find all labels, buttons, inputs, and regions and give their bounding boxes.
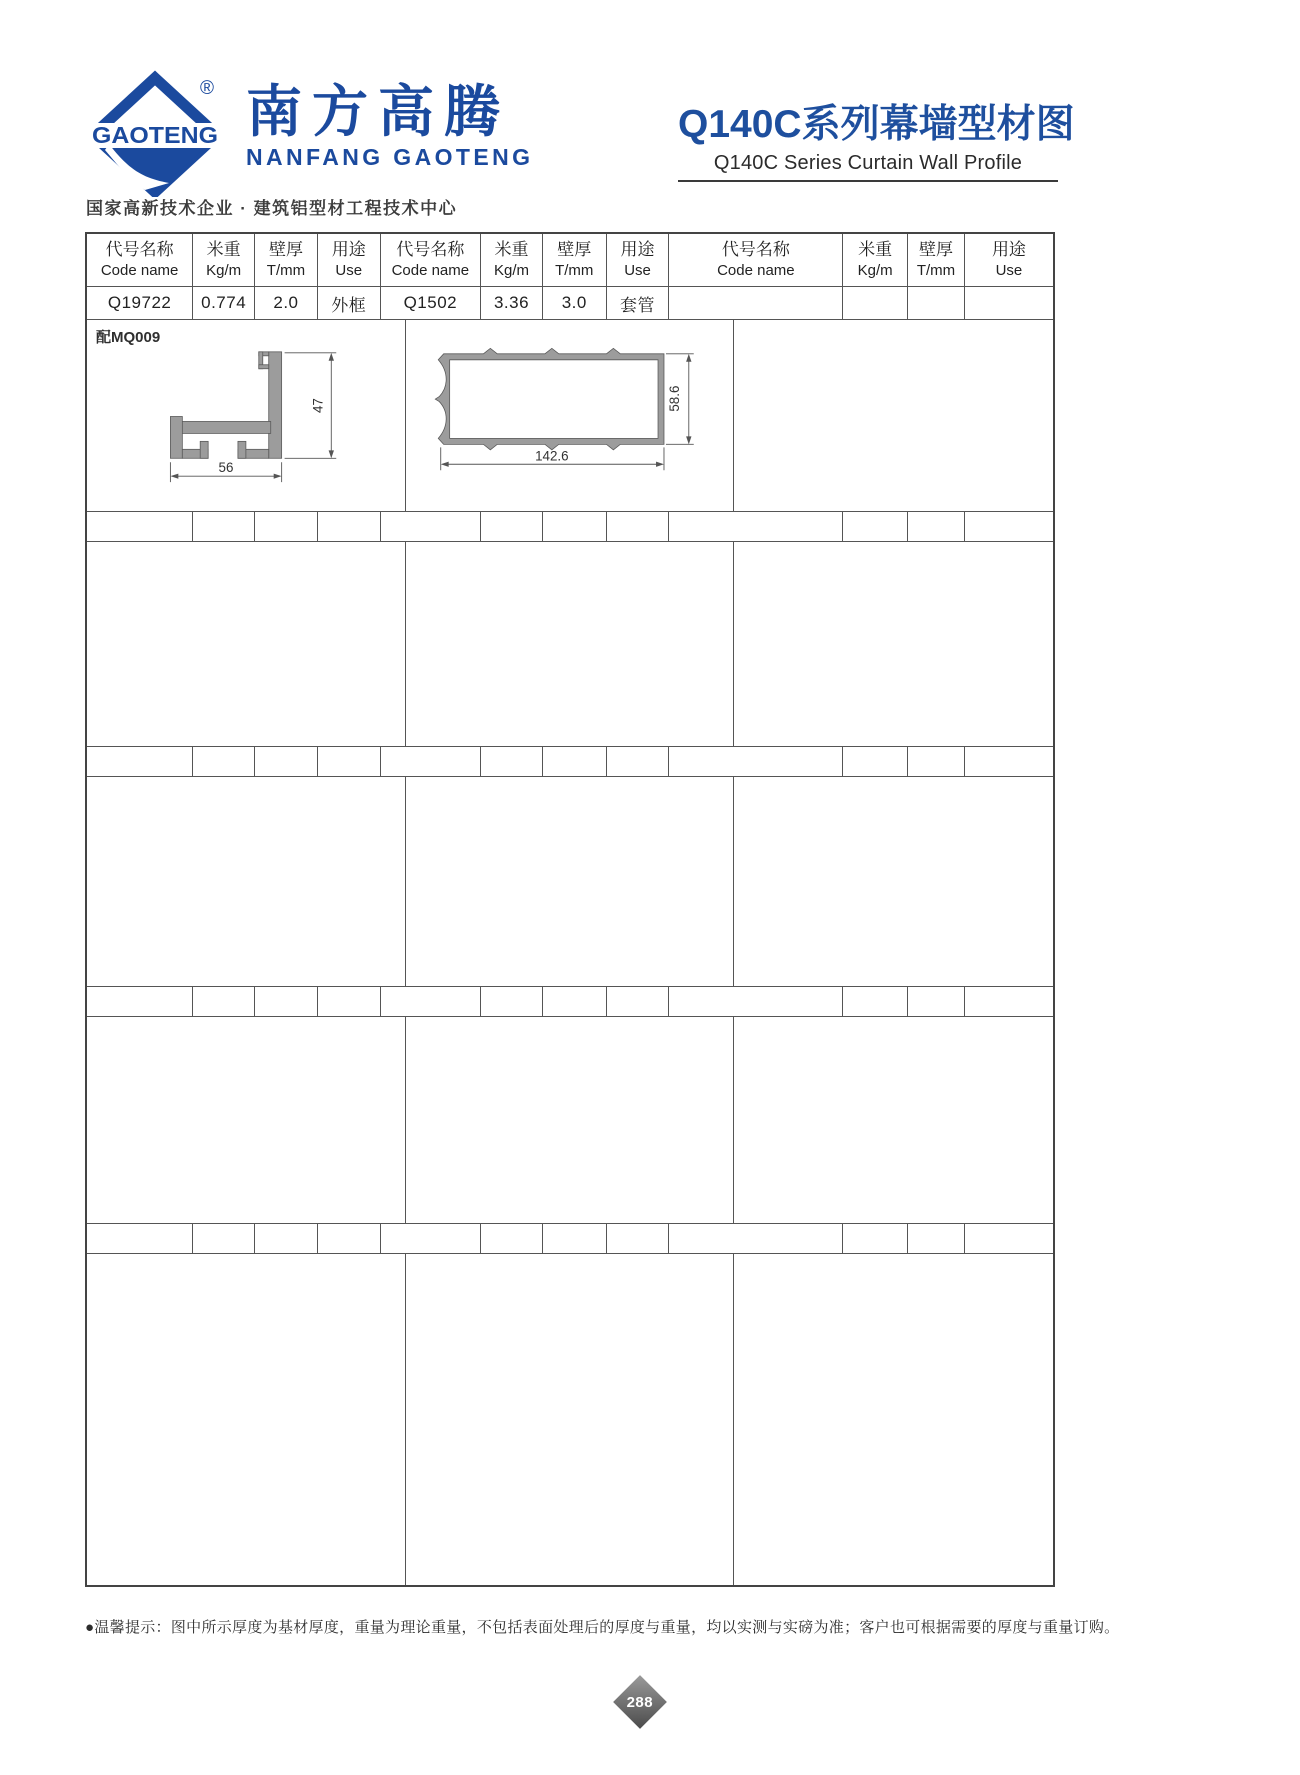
empty-cell (406, 777, 734, 987)
header-cell: 用途 Use (318, 234, 381, 287)
header-cell: 用途 Use (965, 234, 1053, 287)
empty-cell (318, 987, 381, 1017)
empty-cell (193, 512, 255, 542)
data-cell-thickness: 2.0 (255, 287, 318, 320)
data-cell-code: Q1502 (381, 287, 481, 320)
table-header-row (87, 234, 1053, 287)
page-number: 288 (626, 1693, 654, 1711)
logo-wordmark: GAOTENG (92, 122, 218, 148)
empty-cell (965, 512, 1053, 542)
empty-cell (193, 987, 255, 1017)
empty-cell (318, 512, 381, 542)
empty-drawing-row (87, 1017, 1053, 1224)
empty-cell (734, 777, 1053, 987)
empty-cell (734, 1254, 1053, 1585)
empty-cell (87, 1224, 193, 1254)
page-subtitle: Q140C Series Curtain Wall Profile (713, 151, 1023, 174)
empty-cell (607, 747, 670, 777)
empty-cell (406, 1017, 734, 1224)
header-cell: 米重 Kg/m (481, 234, 543, 287)
empty-cell (965, 1224, 1053, 1254)
table-row (87, 287, 1053, 320)
empty-cell (87, 1254, 406, 1585)
empty-cell (255, 987, 318, 1017)
fit-note: 配MQ009 (96, 329, 161, 346)
empty-cell (481, 747, 543, 777)
header-cell: 壁厚 T/mm (908, 234, 965, 287)
empty-cell (843, 512, 908, 542)
data-cell-kgm (843, 287, 908, 320)
dim-height-label: 58.6 (666, 385, 682, 412)
empty-cell (843, 747, 908, 777)
empty-cell (543, 1224, 607, 1254)
dim-width-label: 142.6 (534, 448, 569, 464)
empty-cell (669, 747, 843, 777)
empty-drawing-row (87, 542, 1053, 747)
header-cell: 代号名称 Code name (669, 234, 843, 287)
data-cell-code: Q19722 (87, 287, 193, 320)
data-cell-kgm: 0.774 (193, 287, 255, 320)
empty-cell (543, 987, 607, 1017)
empty-data-row (87, 747, 1053, 777)
empty-drawing-row (87, 777, 1053, 987)
drawing-cell-q1502 (406, 320, 734, 512)
company-name-en: NANFANG GAOTENG (246, 144, 534, 170)
empty-cell (255, 512, 318, 542)
profile-drawing-q1502 (406, 320, 733, 511)
empty-cell (965, 987, 1053, 1017)
empty-cell (669, 512, 843, 542)
empty-cell (607, 987, 670, 1017)
empty-cell (908, 1224, 965, 1254)
data-cell-use: 套管 (607, 287, 670, 320)
footer-tip: ●温馨提示：图中所示厚度为基材厚度，重量为理论重量，不包括表面处理后的厚度与重量，均以实测与实磅为准；客户也可根据需要的厚度与重量订购。 (85, 1619, 1120, 1636)
empty-cell (381, 1224, 481, 1254)
empty-cell (255, 747, 318, 777)
empty-cell (87, 1017, 406, 1224)
header-cell: 壁厚 T/mm (255, 234, 318, 287)
empty-cell (318, 747, 381, 777)
empty-cell (87, 542, 406, 747)
page-header (0, 0, 1300, 232)
empty-cell (481, 1224, 543, 1254)
empty-data-row (87, 1224, 1053, 1254)
empty-cell (908, 512, 965, 542)
empty-cell (255, 1224, 318, 1254)
data-cell-use (965, 287, 1053, 320)
data-cell-kgm: 3.36 (481, 287, 543, 320)
company-tagline: 国家高新技术企业 · 建筑铝型材工程技术中心 (86, 199, 458, 218)
header-cell: 米重 Kg/m (843, 234, 908, 287)
empty-cell (669, 1224, 843, 1254)
header-cell: 米重 Kg/m (193, 234, 255, 287)
empty-cell (965, 747, 1053, 777)
empty-cell (607, 512, 670, 542)
drawing-cell-q19722 (87, 320, 406, 512)
profile-drawing-q19722 (87, 320, 405, 511)
header-cell: 用途 Use (607, 234, 670, 287)
dim-width-label: 56 (218, 460, 234, 476)
header-cell: 壁厚 T/mm (543, 234, 607, 287)
data-cell-thickness (908, 287, 965, 320)
empty-cell (843, 987, 908, 1017)
empty-cell (669, 987, 843, 1017)
drawing-row (87, 320, 1053, 512)
empty-cell (381, 987, 481, 1017)
page-number-badge (613, 1675, 667, 1729)
empty-cell (543, 747, 607, 777)
empty-cell (318, 1224, 381, 1254)
data-cell-use: 外框 (318, 287, 381, 320)
page-title: Q140C系列幕墙型材图 (678, 103, 1075, 146)
empty-cell (908, 987, 965, 1017)
empty-drawing-row (87, 1254, 1053, 1585)
registered-mark: ® (200, 78, 214, 99)
data-cell-code (669, 287, 843, 320)
empty-cell (607, 1224, 670, 1254)
header-cell: 代号名称 Code name (87, 234, 193, 287)
empty-data-row (87, 512, 1053, 542)
drawing-cell-empty (734, 320, 1053, 512)
gaoteng-logo (85, 52, 225, 197)
empty-cell (481, 987, 543, 1017)
dim-height-label: 47 (310, 398, 326, 414)
brand-text (246, 80, 534, 171)
title-divider (678, 180, 1058, 182)
empty-cell (381, 747, 481, 777)
company-name-cn: 南方高腾 (246, 80, 510, 143)
profile-table (85, 232, 1055, 1587)
empty-cell (87, 512, 193, 542)
header-cell: 代号名称 Code name (381, 234, 481, 287)
empty-cell (193, 1224, 255, 1254)
empty-cell (406, 1254, 734, 1585)
empty-cell (193, 747, 255, 777)
empty-cell (87, 777, 406, 987)
empty-cell (734, 1017, 1053, 1224)
page-title-block (678, 103, 1075, 182)
empty-cell (87, 747, 193, 777)
data-cell-thickness: 3.0 (543, 287, 607, 320)
empty-cell (734, 542, 1053, 747)
empty-cell (406, 542, 734, 747)
empty-cell (843, 1224, 908, 1254)
empty-cell (481, 512, 543, 542)
empty-data-row (87, 987, 1053, 1017)
empty-cell (908, 747, 965, 777)
empty-cell (381, 512, 481, 542)
empty-cell (543, 512, 607, 542)
empty-cell (87, 987, 193, 1017)
